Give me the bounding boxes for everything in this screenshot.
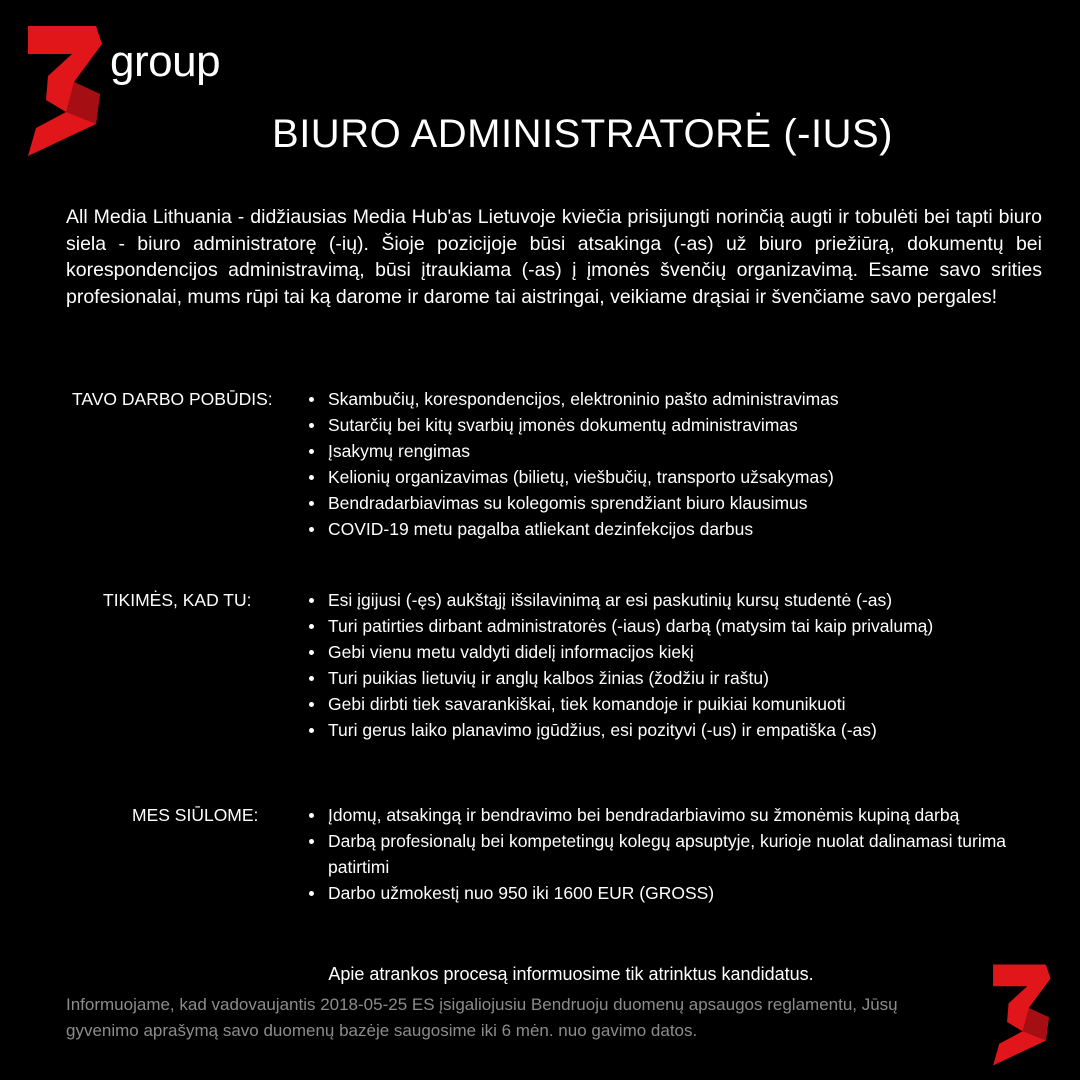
list-item: Darbo užmokestį nuo 950 iki 1600 EUR (GROSS): [306, 880, 1018, 906]
list-item: Darbą profesionalų bei kompetetingų kolegų apsuptyje, kurioje nuolat dalinamasi turima patirtimi: [306, 828, 1018, 880]
section-label: TAVO DARBO POBŪDIS:: [72, 389, 273, 409]
brand-group-word: group: [110, 37, 221, 86]
intro-paragraph: All Media Lithuania - didžiausias Media Hub'as Lietuvoje kviečia prisijungti norinčią augti ir tobulėti bei tapti biuro siela - biuro administratorę (-ių). Šioje pozicijoje būsi atsakinga (-as) už biuro priežiūrą, dokumentų bei korespondencijos administravimą, būsi įtraukiama (-as) į įmonės švenčių organizavimą. Esame savo srities profesionalai, mums rūpi tai ką darome ir darome tai aistringai, veikiame drąsiai ir švenčiame savo pergales!: [66, 206, 1042, 308]
bullet-list: [306, 587, 933, 743]
list-item: Sutarčių bei kitų svarbių įmonės dokumentų administravimas: [306, 412, 839, 438]
page-title: BIURO ADMINISTRATORĖ (-IUS): [272, 112, 893, 156]
gdpr-notice: Informuojame, kad vadovaujantis 2018-05-25 ES įsigaliojusiu Bendruoju duomenų apsaugos reglamentu, Jūsų gyvenimo aprašymą savo duomenų bazėje saugosime iki 6 mėn. nuo gavimo datos.: [66, 995, 898, 1040]
list-item: Gebi dirbti tiek savarankiškai, tiek komandoje ir puikiai komunikuoti: [306, 691, 933, 717]
list-item: Skambučių, korespondencijos, elektroninio pašto administravimas: [306, 386, 839, 412]
list-item: Gebi vienu metu valdyti didelį informacijos kiekį: [306, 639, 933, 665]
section-label: TIKIMĖS, KAD TU:: [103, 590, 252, 610]
selection-note: Apie atrankos procesą informuosime tik atrinktus kandidatus.: [328, 964, 814, 984]
list-item: Esi įgijusi (-ęs) aukštąjį išsilavinimą ar esi paskutinių kursų studentė (-as): [306, 587, 933, 613]
list-item: Bendradarbiavimas su kolegomis sprendžiant biuro klausimus: [306, 490, 839, 516]
list-item: Turi puikias lietuvių ir anglų kalbos žinias (žodžiu ir raštu): [306, 665, 933, 691]
section-label: MES SIŪLOME:: [132, 805, 259, 825]
bullet-list: [306, 386, 839, 542]
list-item: Kelionių organizavimas (bilietų, viešbučių, transporto užsakymas): [306, 464, 839, 490]
bullet-list: [306, 802, 1018, 906]
list-item: Įdomų, atsakingą ir bendravimo bei bendradarbiavimo su žmonėmis kupiną darbą: [306, 802, 1018, 828]
list-item: Turi gerus laiko planavimo įgūdžius, esi pozityvi (-us) ir empatiška (-as): [306, 717, 933, 743]
list-item: Įsakymų rengimas: [306, 438, 839, 464]
list-item: Turi patirties dirbant administratorės (-iaus) darbą (matysim tai kaip privalumą): [306, 613, 933, 639]
tv3-logo-icon: [990, 963, 1052, 1067]
list-item: COVID-19 metu pagalba atliekant dezinfekcijos darbus: [306, 516, 839, 542]
